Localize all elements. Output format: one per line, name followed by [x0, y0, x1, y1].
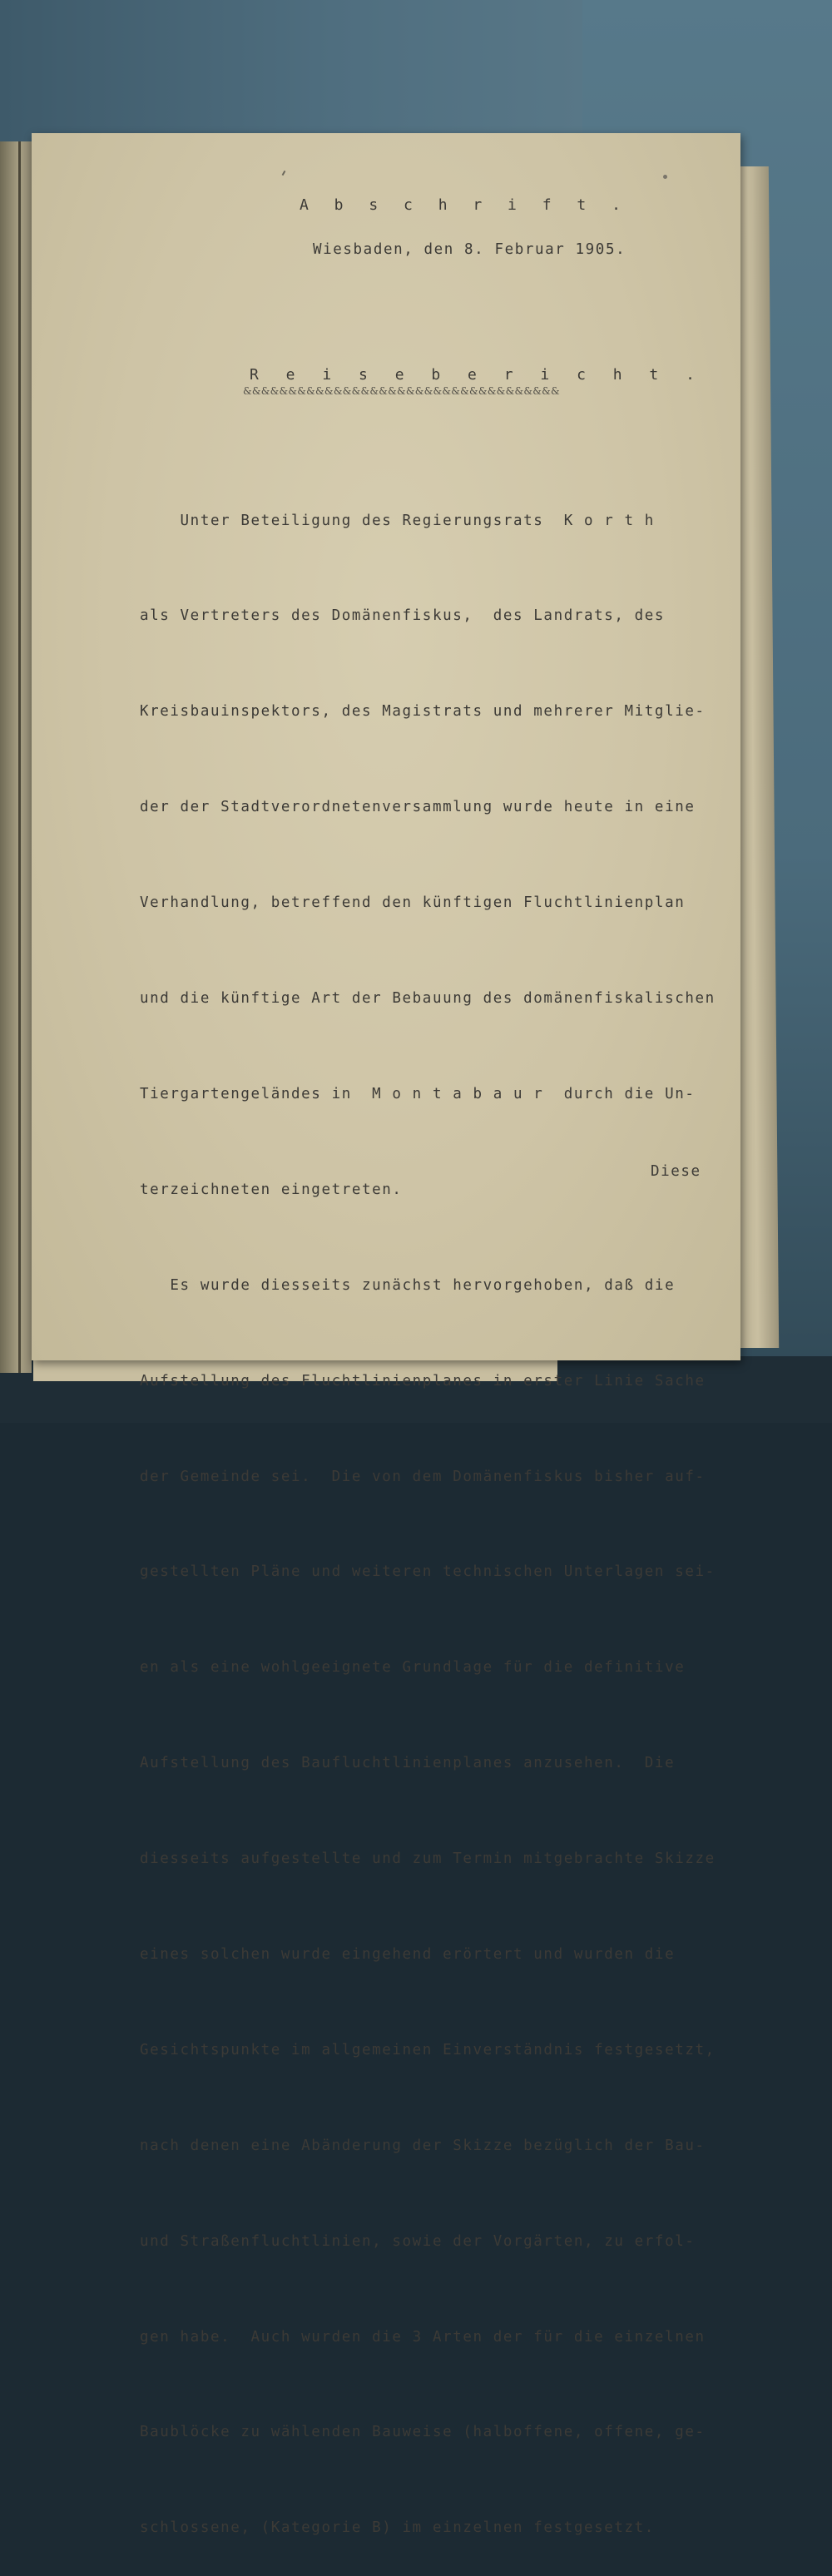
- body-line: terzeichneten eingetreten.: [140, 1181, 403, 1198]
- body-line: Verhandlung, betreffend den künftigen Fluchtlinienplan: [140, 894, 686, 912]
- body-line: Aufstellung des Baufluchtlinienplanes anzusehen. Die: [140, 1755, 676, 1772]
- body-line: gen habe. Auch wurden die 3 Arten der für die einzelnen: [140, 2328, 706, 2346]
- paper-spot: [663, 175, 667, 179]
- body-line: Es wurde diesseits zunächst hervorgehoben, daß die: [140, 1276, 676, 1294]
- body-line: als Vertreters des Domänenfiskus, des Landrats, des: [140, 607, 666, 625]
- body-line: schlossene, (Kategorie B) im einzelnen festgesetzt.: [140, 2519, 655, 2537]
- body-line: gestellten Pläne und weiteren technischen Unterlagen sei-: [140, 1563, 716, 1581]
- left-page-edge: [0, 141, 32, 1373]
- document-subject: R e i s e b e r i c h t .: [250, 366, 704, 384]
- body-line: Unter Beteiligung des Regierungsrats K o r t h: [140, 512, 655, 529]
- body-line: Tiergartengeländes in M o n t a b a u r durch die Un-: [140, 1085, 696, 1102]
- body-line: en als eine wohlgeeignete Grundlage für die definitive: [140, 1659, 686, 1677]
- body-line: eines solchen wurde eingehend erörtert und wurden die: [140, 1945, 676, 1963]
- catchword: Diese: [651, 1163, 701, 1180]
- body-line: Baublöcke zu wählenden Bauweise (halboffene, offene, ge-: [140, 2424, 706, 2441]
- body-line: Aufstellung des Fluchtlinienplanes in erster Linie Sache: [140, 1372, 706, 1390]
- subject-underline: &&&&&&&&&&&&&&&&&&&&&&&&&&&&&&&&&&&: [243, 385, 560, 397]
- body-line: diesseits aufgestellte und zum Termin mitgebrachte Skizze: [140, 1850, 716, 1868]
- body-text: [140, 441, 716, 2576]
- document-title: A b s c h r i f t .: [300, 196, 629, 214]
- body-line: und die künftige Art der Bebauung des domänenfiskalischen: [140, 990, 716, 1008]
- body-line: Kreisbauinspektors, des Magistrats und mehrerer Mitglie-: [140, 703, 706, 721]
- body-line: der Gemeinde sei. Die von dem Domänenfiskus bisher auf-: [140, 1468, 706, 1485]
- body-line: Gesichtspunkte im allgemeinen Einverständnis festgesetzt,: [140, 2041, 716, 2058]
- body-line: der der Stadtverordnetenversammlung wurde heute in eine: [140, 799, 696, 816]
- body-line: nach denen eine Abänderung der Skizze bezüglich der Bau-: [140, 2137, 706, 2154]
- binding-line: [18, 141, 21, 1373]
- body-line: und Straßenfluchtlinien, sowie der Vorgärten, zu erfol-: [140, 2232, 696, 2250]
- date-line: Wiesbaden, den 8. Februar 1905.: [313, 241, 626, 258]
